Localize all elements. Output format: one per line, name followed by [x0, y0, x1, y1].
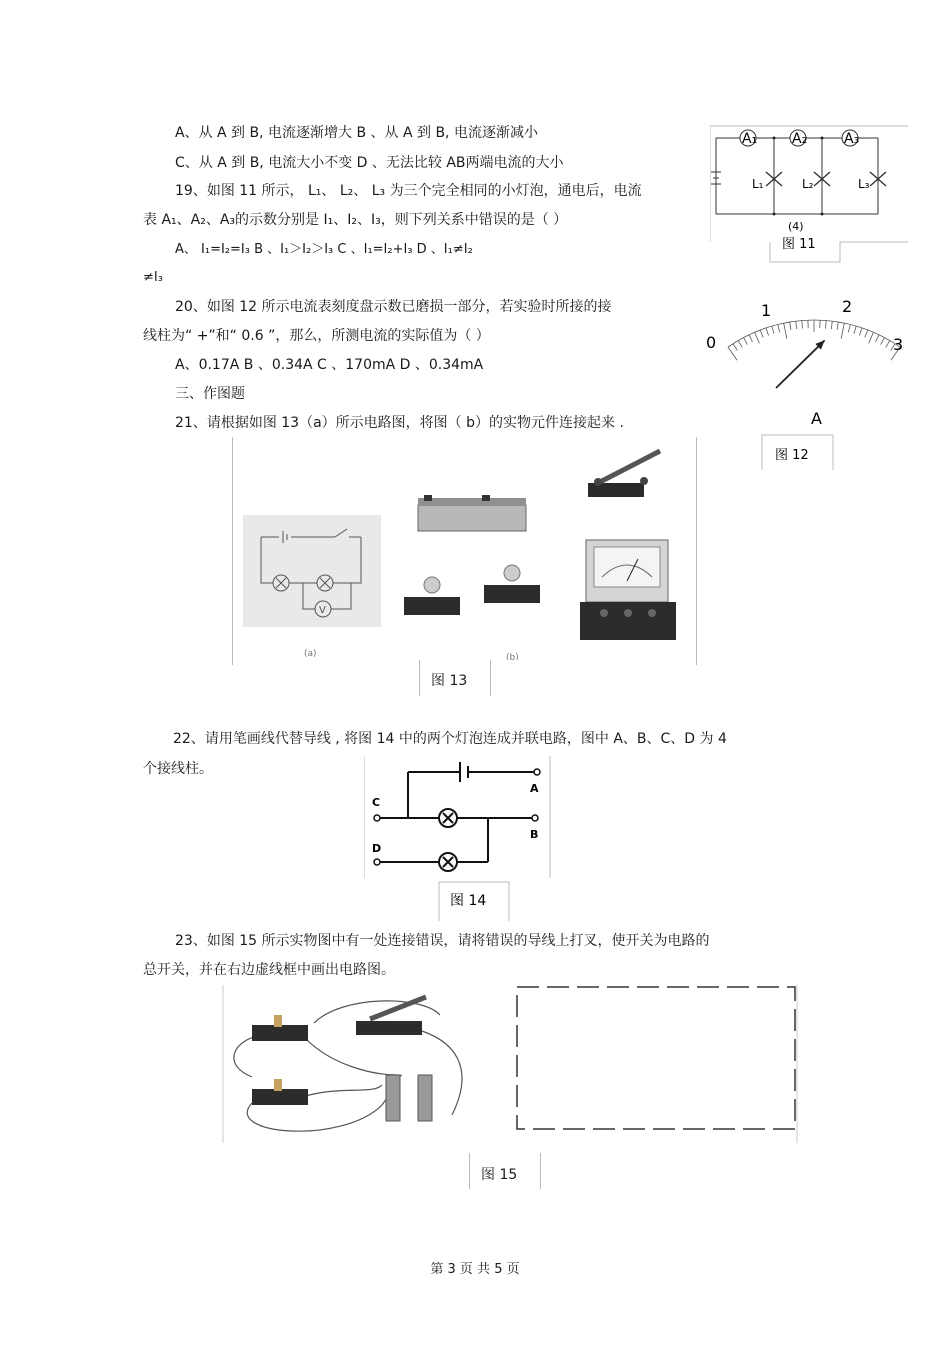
dial-tick-mark	[848, 324, 850, 332]
q22-stem-2: 个接线柱。	[143, 761, 213, 777]
figure-12-caption: 图 12	[775, 448, 809, 463]
figure-13-caption: 图 13	[431, 673, 468, 689]
dial-tick-mark	[796, 321, 797, 329]
meter-a1-label: A₁	[742, 131, 758, 147]
q20-stem-2: 线柱为“ +”和“ 0.6 ”，那么，所测电流的实际值为（ ）	[143, 328, 490, 344]
dial-tick-mark	[865, 330, 868, 337]
dial-needle	[776, 340, 825, 388]
q20-stem-1: 20、如图 12 所示电流表刻度盘示数已磨损一部分，若实验时所接的接	[175, 299, 612, 315]
figure-15-caption: 图 15	[481, 1167, 518, 1183]
terminal-d: D	[372, 842, 382, 855]
q22-stem-1: 22、请用笔画线代替导线 , 将图 14 中的两个灯泡连成并联电路，图中 A、B、C、D 为 4	[173, 731, 727, 747]
dial-tick-2: 2	[842, 297, 853, 316]
dial-tick-mark	[738, 341, 742, 348]
q18-options-cd: C、从 A 到 B, 电流大小不变 D 、无法比较 AB两端电流的大小	[175, 155, 564, 171]
figure-13-schematic	[243, 515, 383, 660]
meter-a2-label: A₂	[792, 131, 808, 147]
figure-11-circuit	[710, 124, 910, 264]
dial-tick-mark	[876, 335, 879, 342]
dial-tick-mark	[881, 338, 885, 345]
dial-tick-3: 3	[893, 335, 904, 354]
dial-tick-mark	[766, 328, 769, 336]
q21-stem: 21、请根据如图 13（a）所示电路图，将图（ b）的实物元件连接起来 .	[175, 415, 624, 431]
dial-tick-mark	[831, 321, 832, 329]
q19-options: A、 I₁=I₂=I₃ B 、I₁＞I₂＞I₃ C 、I₁=I₂+I₃ D 、I₁≠I₂	[175, 242, 473, 257]
dial-tick-mark	[755, 332, 760, 343]
figure-13-components-photo	[398, 445, 693, 660]
figure-14-caption: 图 14	[450, 893, 487, 909]
dial-tick-mark	[859, 328, 862, 336]
dial-tick-mark	[854, 326, 856, 334]
q23-stem-2: 总开关，并在右边虚线框中画出电路图。	[143, 962, 395, 978]
q19-stem-2: 表 A₁、A₂、A₃的示数分别是 I₁、I₂、I₃，则下列关系中错误的是（ ）	[143, 212, 568, 228]
figure-13b-label: (b)	[506, 653, 519, 660]
dial-unit: A	[811, 409, 822, 428]
dial-tick-mark	[826, 320, 827, 328]
bulb-l1-label: L₁	[752, 177, 764, 191]
dial-tick-mark	[749, 335, 752, 342]
bulb-l2-label: L₂	[802, 177, 814, 191]
q20-options: A、0.17A B 、0.34A C 、170mA D 、0.34mA	[175, 357, 484, 373]
q18-options-ab: A、从 A 到 B, 电流逐渐增大 B 、从 A 到 B, 电流逐渐减小	[175, 125, 538, 141]
dial-tick-mark	[886, 341, 890, 348]
dial-tick-mark	[869, 332, 874, 343]
q19-options-tail: ≠I₃	[143, 270, 163, 285]
q23-stem-1: 23、如图 15 所示实物图中有一处连接错误，请将错误的导线上打叉，使开关为电路的	[175, 933, 710, 949]
dial-tick-mark	[784, 323, 787, 339]
dial-tick-mark	[790, 322, 791, 330]
meter-a3-label: A₃	[844, 131, 860, 147]
q19-stem-1: 19、如图 11 所示， L₁、 L₂、 L₃ 为三个完全相同的小灯泡，通电后，电流	[175, 183, 642, 199]
dial-tick-mark	[841, 323, 844, 339]
page-footer: 第 3 页 共 5 页	[430, 1262, 520, 1277]
dial-tick-mark	[802, 320, 803, 328]
terminal-b: B	[530, 828, 539, 841]
figure-11-caption: 图 11	[782, 237, 816, 252]
terminal-c: C	[372, 796, 381, 809]
dial-tick-1: 1	[761, 301, 772, 320]
dial-tick-0: 0	[706, 333, 717, 352]
schematic-voltmeter-label: V	[319, 605, 326, 616]
dial-tick-mark	[778, 324, 780, 332]
figure-14-circuit	[364, 756, 554, 921]
dial-tick-mark	[772, 326, 774, 334]
dial-tick-mark	[744, 338, 748, 345]
dial-tick-mark	[733, 344, 737, 351]
answer-dashed-box[interactable]	[504, 985, 800, 1145]
figure-12-ammeter-dial	[700, 292, 915, 477]
figure-13a-label: (a)	[304, 649, 317, 659]
figure-11-sub: (4)	[788, 220, 804, 233]
terminal-a: A	[530, 782, 539, 795]
figure-15-photo	[222, 985, 504, 1145]
dial-tick-mark	[837, 322, 838, 330]
dial-tick-mark	[728, 347, 737, 360]
section-heading: 三、作图题	[175, 386, 245, 402]
dial-tick-mark	[760, 330, 763, 337]
bulb-l3-label: L₃	[858, 177, 870, 191]
